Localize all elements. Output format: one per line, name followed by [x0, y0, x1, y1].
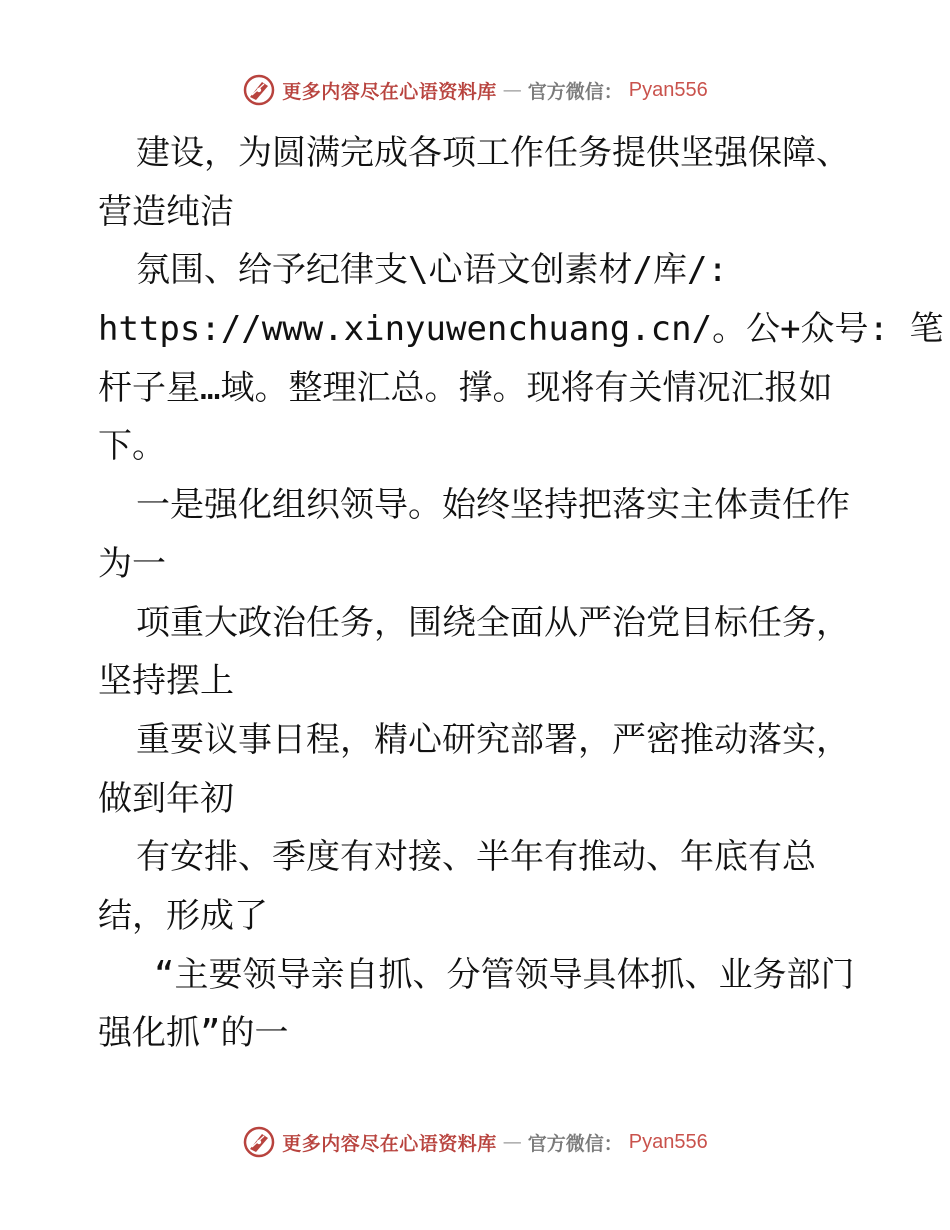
document-body: [98, 124, 944, 1063]
text-line: 结，形成了: [98, 895, 268, 936]
text-line: 重要议事日程，精心研究部署，严密推动落实，: [136, 719, 850, 760]
footer-banner: [0, 1122, 950, 1162]
banner-separator: —: [502, 1131, 522, 1153]
banner-text: 更多内容尽在心语资料库: [282, 1132, 497, 1155]
text-line: 项重大政治任务，围绕全面从严治党目标任务，: [136, 602, 850, 643]
text-line: 坚持摆上: [98, 661, 234, 702]
text-line: 一是强化组织领导。始终坚持把落实主体责任作: [136, 485, 850, 526]
text-line: 为一: [98, 543, 166, 584]
text-line: 建设，为圆满完成各项工作任务提供坚强保障、: [136, 133, 850, 173]
pen-nib-icon: [242, 73, 276, 107]
header-banner: [0, 70, 950, 110]
banner-wechat-id: Pyan556: [628, 78, 708, 101]
banner-wechat-id: Pyan556: [628, 1130, 708, 1153]
text-line: 氛围、给予纪律支\心语文创素材/库/:: [136, 250, 728, 291]
text-line: 杆子星…域。整理汇总。撑。现将有关情况汇报如: [98, 367, 833, 408]
banner-separator: —: [502, 79, 522, 101]
text-line: 做到年初: [98, 778, 234, 819]
text-line: 强化抓”的一: [98, 1013, 289, 1054]
pen-nib-icon: [242, 1125, 276, 1159]
text-line: “主要领导亲自抓、分管领导具体抓、业务部门: [154, 954, 855, 995]
banner-text: 更多内容尽在心语资料库: [282, 80, 497, 103]
banner-wechat-label: 官方微信：: [527, 1132, 623, 1155]
text-line: 营造纯洁: [98, 191, 234, 232]
text-line: https://www.xinyuwenchuang.cn/。公+众号: 笔: [98, 309, 944, 350]
banner-wechat-label: 官方微信：: [527, 80, 623, 103]
text-line: 有安排、季度有对接、半年有推动、年底有总: [136, 837, 816, 878]
text-line: 下。: [98, 426, 166, 467]
